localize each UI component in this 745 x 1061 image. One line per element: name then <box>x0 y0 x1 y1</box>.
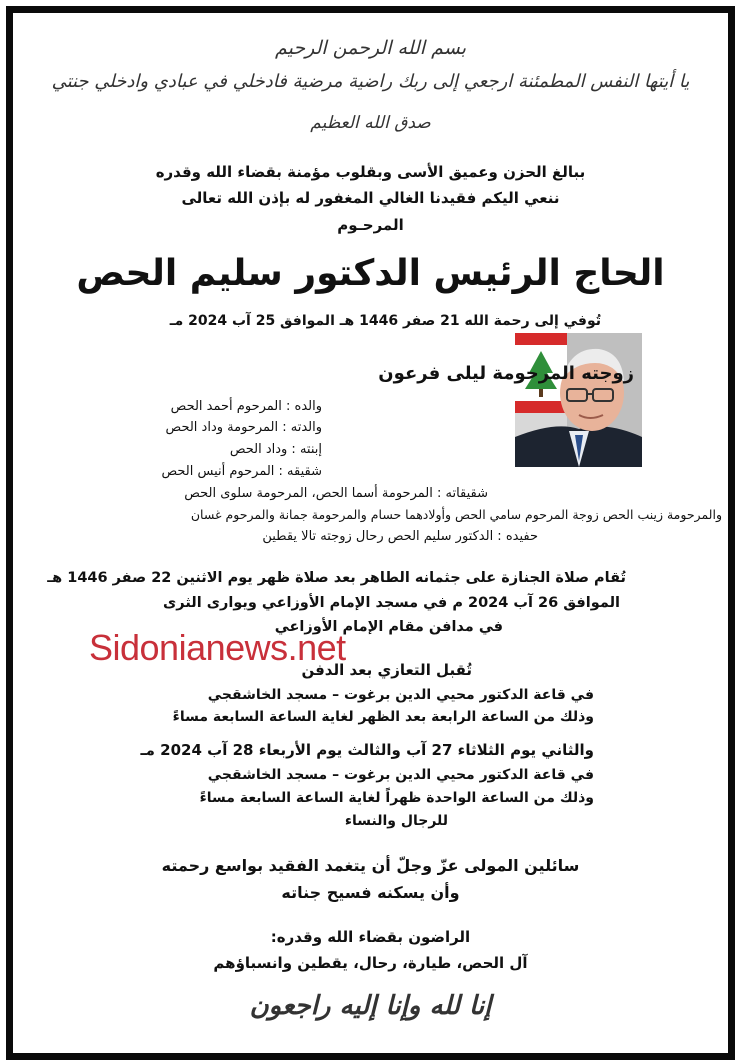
death-date-line: تُوفي إلى رحمة الله 21 صفر 1446 هـ الموافق 25 آب 2024 مـ <box>169 313 601 329</box>
signers-title: الراضون بقضاء الله وقدره: <box>270 928 471 946</box>
signers-families: آل الحص، طيارة، رحال، يقطين وانسباؤهم <box>213 954 528 972</box>
father-line: والده : المرحوم أحمد الحص <box>170 399 322 414</box>
daughter-line: إبنته : وداد الحص <box>229 442 322 457</box>
portrait-image <box>515 333 642 467</box>
source-watermark: Sidonianews.net <box>89 627 346 668</box>
condolences-time-2: وذلك من الساعة الواحدة ظهراً لغاية الساعة السابعة مساءً <box>199 790 594 806</box>
footer-calligraphy: إنا لله وإنا إليه راجعون <box>249 991 492 1021</box>
funeral-line-1: تُقام صلاة الجنازة على جثمانه الطاهر بعد صلاة ظهر يوم الاثنين 22 صفر 1446 هـ <box>47 570 626 586</box>
wife-line: زوجته المرحومة ليلى فرعون <box>378 363 634 384</box>
prayer-line-2: وأن يسكنه فسيح جناته <box>281 883 460 902</box>
condolences-title: تُقبل التعازي بعد الدفن <box>301 661 472 679</box>
mother-line: والدته : المرحومة وداد الحص <box>165 420 322 435</box>
condolences-time-1: وذلك من الساعة الرابعة بعد الظهر لغاية الساعة السابعة مساءً <box>172 709 594 725</box>
prayer-line-1: سائلين المولى عزّ وجلّ أن يتغمد الفقيد بواسع رحمته <box>161 856 580 875</box>
condolences-place-1: في قاعة الدكتور محيي الدين برغوت – مسجد الخاشقجي <box>207 687 594 703</box>
funeral-line-3: في مدافن مقام الإمام الأوزاعي <box>274 619 503 635</box>
basmala-calligraphy: بسم الله الرحمن الرحيم <box>275 37 466 59</box>
deceased-photo <box>515 333 642 467</box>
sisters-line: شقيقاته : المرحومة أسما الحص، المرحومة سلوى الحص <box>184 486 488 501</box>
intro-line-2: ننعي اليكم فقيدنا الغالي المغفور له بإذن الله تعالى <box>181 189 560 207</box>
condolences-audience: للرجال والنساء <box>344 813 448 829</box>
obituary-body <box>13 13 728 1053</box>
brother-line: شقيقه : المرحوم أنيس الحص <box>161 464 322 479</box>
sisters-continued-line: والمرحومة زينب الحص زوجة المرحوم سامي الحص وأولادهما حسام والمرحومة جمانة والمرحوم غسان <box>190 507 722 522</box>
funeral-line-2: الموافق 26 آب 2024 م في مسجد الإمام الأوزاعي ويوارى الثرى <box>163 595 620 611</box>
condolences-days: والثاني يوم الثلاثاء 27 آب والثالث يوم الأربعاء 28 آب 2024 مـ <box>140 741 594 759</box>
marhoum-label: المرحـوم <box>337 216 404 234</box>
grandson-line: حفيده : الدكتور سليم الحص رحال زوجته تالا يقطين <box>262 529 538 544</box>
deceased-name: الحاج الرئيس الدكتور سليم الحص <box>76 253 665 294</box>
condolences-place-2: في قاعة الدكتور محيي الدين برغوت – مسجد الخاشقجي <box>207 767 594 783</box>
obituary-frame <box>6 6 735 1060</box>
quran-verse-calligraphy: يا أيتها النفس المطمئنة ارجعي إلى ربك راضية مرضية فادخلي في عبادي وادخلي جنتي <box>51 71 690 92</box>
sadaq-calligraphy: صدق الله العظيم <box>310 113 431 133</box>
intro-line-1: ببالغ الحزن وعميق الأسى وبقلوب مؤمنة بقضاء الله وقدره <box>155 163 586 181</box>
